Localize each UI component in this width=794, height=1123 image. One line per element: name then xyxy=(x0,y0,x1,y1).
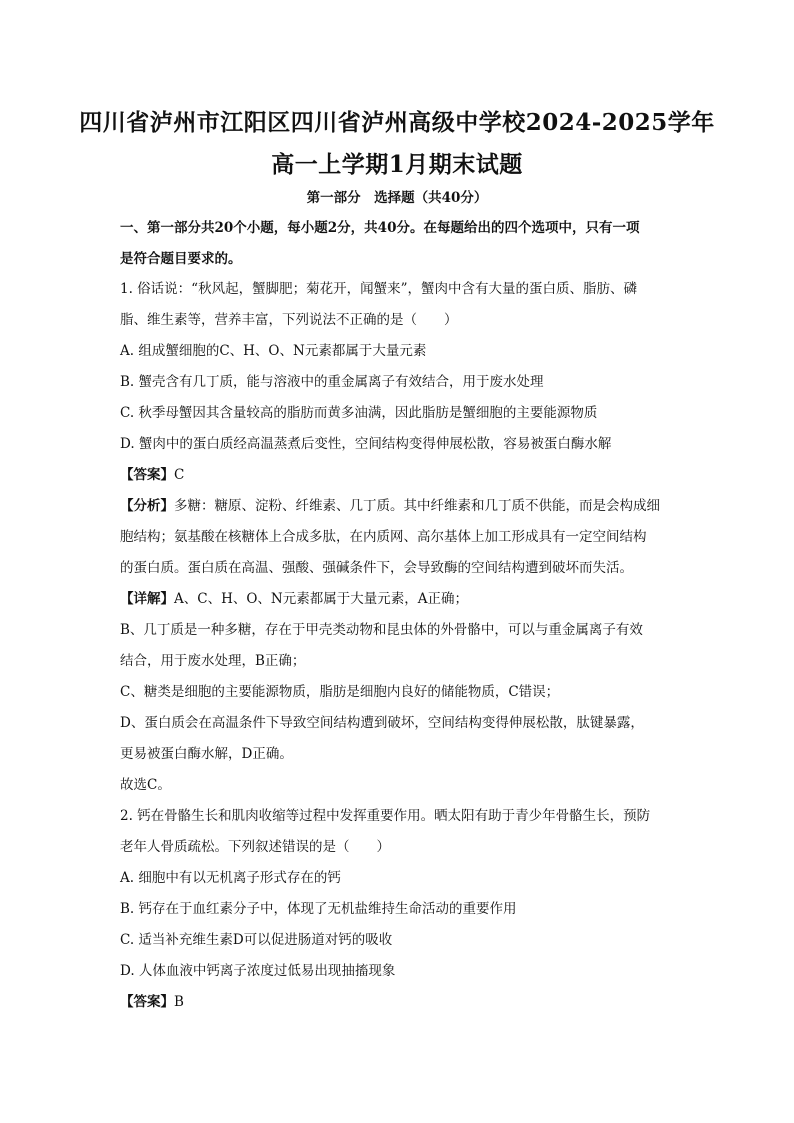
q1-option-c: C. 秋季母蟹因其含量较高的脂肪而黄多油满，因此脂肪是蟹细胞的主要能源物质 xyxy=(120,405,598,421)
section-instructions-line2: 是符合题目要求的。 xyxy=(120,251,242,267)
q2-answer-tag: 【答案】 xyxy=(120,994,174,1010)
q1-analysis-line2: 胞结构；氨基酸在核糖体上合成多肽，在内质网、高尔基体上加工形成具有一定空间结构 xyxy=(120,529,647,545)
q1-stem-line2: 脂、维生素等，营养丰富，下列说法不正确的是（ ） xyxy=(120,312,458,328)
q1-analysis-tag: 【分析】 xyxy=(120,498,174,514)
q2-option-d: D. 人体血液中钙离子浓度过低易出现抽搐现象 xyxy=(120,963,396,979)
q1-answer-tag: 【答案】 xyxy=(120,467,174,483)
q1-detail-tag: 【详解】 xyxy=(120,591,174,607)
q1-detail-line5: D、蛋白质会在高温条件下导致空间结构遭到破坏，空间结构变得伸展松散，肽键暴露， xyxy=(120,715,644,731)
q2-option-b: B. 钙存在于血红素分子中，体现了无机盐维持生命活动的重要作用 xyxy=(120,901,517,917)
questions-body xyxy=(120,274,680,1018)
q2-stem-line2: 老年人骨质疏松。下列叙述错误的是（ ） xyxy=(120,839,390,855)
q2-answer-value: B xyxy=(174,994,184,1010)
q1-stem-line1: 1. 俗话说：“秋风起，蟹脚肥；菊花开，闻蟹来”，蟹肉中含有大量的蛋白质、脂肪、磷 xyxy=(120,281,637,297)
q1-detail-text1: A、C、H、O、N元素都属于大量元素，A正确； xyxy=(174,591,468,607)
q1-conclusion: 故选C。 xyxy=(120,777,171,793)
q1-detail-line2: B、几丁质是一种多糖，存在于甲壳类动物和昆虫体的外骨骼中，可以与重金属离子有效 xyxy=(120,622,643,638)
q1-option-a: A. 组成蟹细胞的C、H、O、N元素都属于大量元素 xyxy=(120,343,427,359)
part-heading: 第一部分 选择题（共40分） xyxy=(306,190,488,206)
q1-option-d: D. 蟹肉中的蛋白质经高温蒸煮后变性，空间结构变得伸展松散，容易被蛋白酶水解 xyxy=(120,436,612,452)
q2-option-c: C. 适当补充维生素D可以促进肠道对钙的吸收 xyxy=(120,932,393,948)
q1-option-b: B. 蟹壳含有几丁质，能与溶液中的重金属离子有效结合，用于废水处理 xyxy=(120,374,544,390)
q1-analysis-line3: 的蛋白质。蛋白质在高温、强酸、强碱条件下，会导致酶的空间结构遭到破坏而失活。 xyxy=(120,560,633,576)
q1-detail-line4: C、糖类是细胞的主要能源物质，脂肪是细胞内良好的储能物质，C错误； xyxy=(120,684,560,700)
q1-analysis-line1 xyxy=(120,491,680,522)
q1-answer xyxy=(120,460,680,491)
q1-analysis-text1: 多糖：糖原、淀粉、纤维素、几丁质。其中纤维素和几丁质不供能，而是会构成细 xyxy=(174,498,660,514)
q2-stem-line1: 2. 钙在骨骼生长和肌肉收缩等过程中发挥重要作用。晒太阳有助于青少年骨骼生长，预防 xyxy=(120,808,651,824)
section-instructions-line1: 一、第一部分共20个小题，每小题2分，共40分。在每题给出的四个选项中，只有一项 xyxy=(120,220,640,236)
q1-detail-line3: 结合，用于废水处理，B正确； xyxy=(120,653,306,669)
q1-detail-line6: 更易被蛋白酶水解，D正确。 xyxy=(120,746,293,762)
document-title-line1: 四川省泸州市江阳区四川省泸州高级中学校2024-2025学年 xyxy=(79,109,715,136)
document-title-line2: 高一上学期1月期末试题 xyxy=(271,151,523,178)
q1-detail-line1 xyxy=(120,584,680,615)
q2-answer xyxy=(120,987,680,1018)
section-instructions xyxy=(120,213,676,275)
q2-option-a: A. 细胞中有以无机离子形式存在的钙 xyxy=(120,870,341,886)
q1-answer-value: C xyxy=(174,467,185,483)
